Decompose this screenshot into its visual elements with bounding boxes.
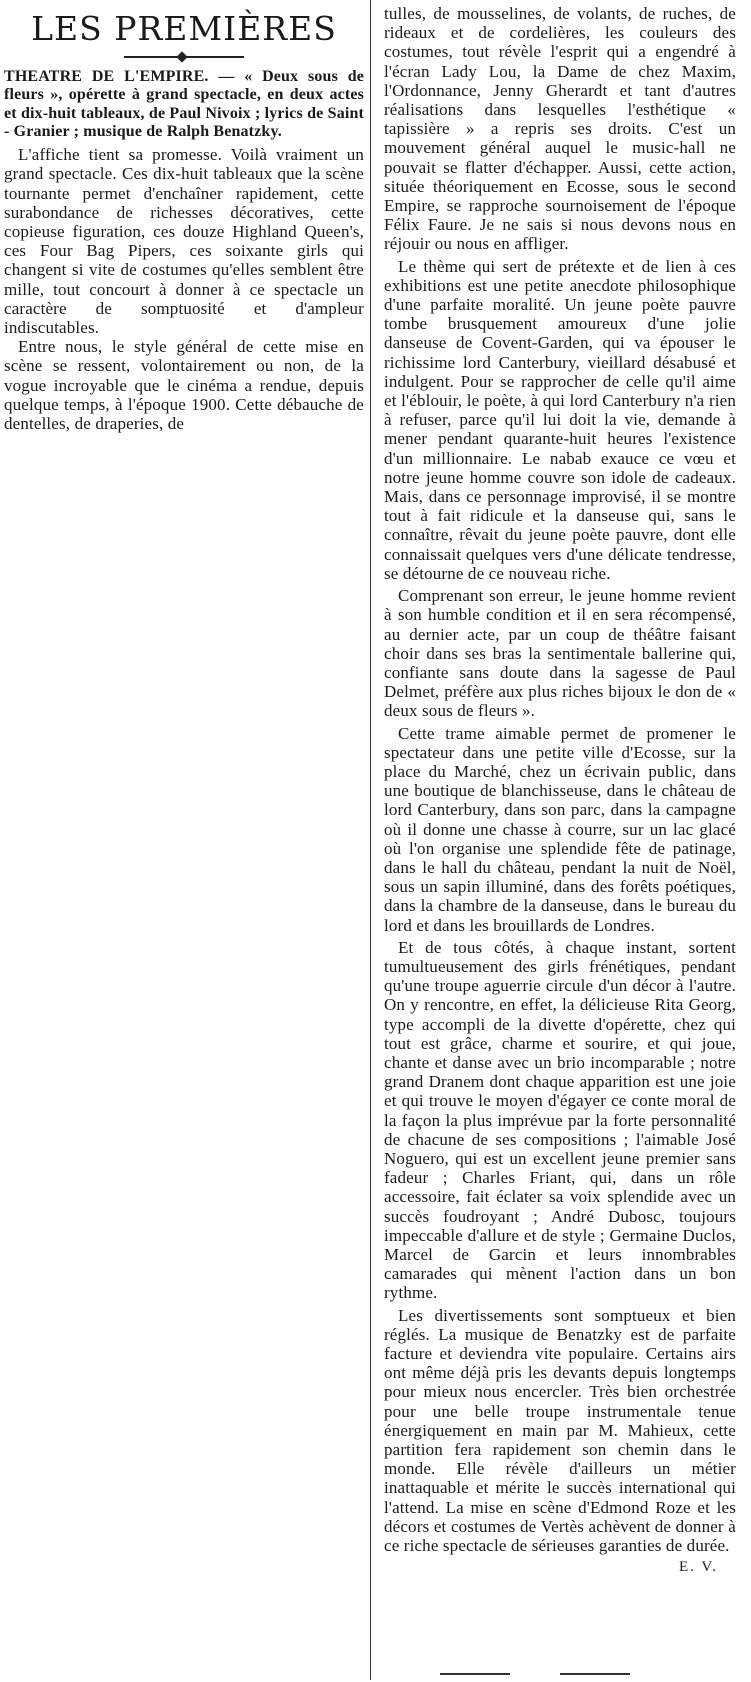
footer-rule-right [560,1673,630,1675]
left-paragraph: L'affiche tient sa promesse. Voilà vraiment un grand spectacle. Ces dix-huit tableaux que la scène tournante permet d'enchaîner rapidement, cette surabondance de richesses décoratives, cette copieuse figuration, ces douze Highland Queen's, ces Four Bag Pipers, ces soixante girls qui changent si vite de costumes qu'elles semblent être mille, tout concourt à donner à ce spectacle un caractère de somptuosité et d'ampleur indiscutables. [4,145,364,338]
left-column [4,8,364,433]
author-signature: E. V. [678,1559,718,1576]
review-header: THEATRE DE L'EMPIRE. — « Deux sous de fleurs », opérette à grand spectacle, en deux actes et dix-huit tableaux, de Paul Nivoix ; lyrics de Saint - Granier ; musique de Ralph Benatzky. [4,68,364,140]
right-column [384,4,736,1576]
section-title: LES PREMIÈRES [31,9,337,48]
title-ornament [124,52,244,62]
right-paragraph: tulles, de mousselines, de volants, de ruches, de rideaux et de cordelières, les couleurs des costumes, tout révèle l'esprit qui a engendré à l'écran Lady Lou, la Dame de chez Maxim, l'Ordonnance, Jenny Gherardt et tant d'autres réalisations dans lesquelles l'esthétique « tapissière » a repris ses droits. C'est un mouvement général auquel le music-hall ne pouvait se flatter d'échapper. Aussi, cette action, située théoriquement en Ecosse, sous le second Empire, se rapproche sournoisement de l'époque Félix Faure. Je ne sais si nous devons nous en réjouir ou nous en affliger. [384,4,736,254]
left-paragraph: Entre nous, le style général de cette mise en scène se ressent, volontairement ou non, de la vogue incroyable que le cinéma a rendue, depuis quelque temps, à l'époque 1900. Cette débauche de dentelles, de draperies, de [4,337,364,434]
right-paragraph: Comprenant son erreur, le jeune homme revient à son humble condition et il en sera récompensé, au dernier acte, par un coup de théâtre faisant choir dans ses bras la sentimentale ballerine qui, confiante sans doute dans la sagesse de Paul Delmet, préfère aux plus riches bijoux le don de « deux sous de fleurs ». [384,586,736,721]
right-paragraph: Le thème qui sert de prétexte et de lien à ces exhibitions est une petite anecdote philosophique d'une parfaite moralité. Un jeune poète pauvre tombe brusquement amoureux d'une jolie danseuse de Covent-Garden, qui va épouser le richissime lord Canterbury, vieillard désabusé et indulgent. Pour se rapprocher de celle qu'il aime et l'éblouir, le poète, à qui lord Canterbury n'a rien à refuser, parce qu'il lui doit la vie, demande à mener pendant quarante-huit heures l'existence d'un millionnaire. Le nabab exauce ce vœu et notre jeune homme couvre son idole de cadeaux. Mais, dans ce personnage improvisé, il se montre tout à fait ridicule et la danseuse qui, sans le connaître, rêvait du jeune poète pauvre, dont elle connaissait quelques vers d'une délicate tendresse, se détourne de ce nouveau riche. [384,256,736,583]
right-paragraph: Et de tous côtés, à chaque instant, sortent tumultueusement des girls frénétiques, pendant qu'une troupe aguerrie circule d'un décor à l'autre. On y rencontre, en effet, la délicieuse Rita Georg, type accompli de la divette d'opérette, chez qui tout est grâce, charme et sourire, et qui joue, chante et danse avec un brio incomparable ; notre grand Dranem dont chaque apparition est une joie et qui trouve le moyen d'égayer ce conte moral de la façon la plus imprévue par la forte personnalité de chacune de ses compositions ; l'aimable José Noguero, qui est un excellent jeune premier sans fadeur ; Charles Friant, qui, dans un rôle accessoire, fait éclater sa voix splendide avec un succès foudroyant ; André Dubosc, toujours impeccable d'allure et de style ; Germaine Duclos, Marcel de Garcin et leurs innombrables camarades qui mènent l'action dans un bon rythme. [384,937,736,1303]
column-divider [370,0,371,1680]
right-paragraph: Cette trame aimable permet de promener le spectateur dans une petite ville d'Ecosse, sur la place du Marché, chez un écrivain public, dans une boutique de blanchisseuse, dans le château de lord Canterbury, dans son parc, dans la campagne où il donne une chasse à courre, sur un lac glacé où l'on organise une splendide fête de patinage, dans le hall du château, pendant la nuit de Noël, sous un sapin illuminé, dans des forêts poétiques, dans la chambre de la danseuse, dans le bureau du lord et dans les brouillards de Londres. [384,723,736,935]
footer-rule-left [440,1673,510,1675]
right-paragraph: Les divertissements sont somptueux et bien réglés. La musique de Benatzky est de parfaite facture et deviendra vite populaire. Certains airs ont même déjà pris les devants depuis longtemps pour mieux nous encercler. Très bien orchestrée pour une belle troupe instrumentale tenue énergiquement en main par M. Mahieux, cette partition fera rapidement son chemin dans le monde. Elle révèle d'ailleurs un métier inattaquable et mérite le succès international qui l'attend. La mise en scène d'Edmond Roze et les décors et costumes de Vertès achèvent de donner à ce riche spectacle de sérieuses garanties de durée. [384,1305,736,1556]
